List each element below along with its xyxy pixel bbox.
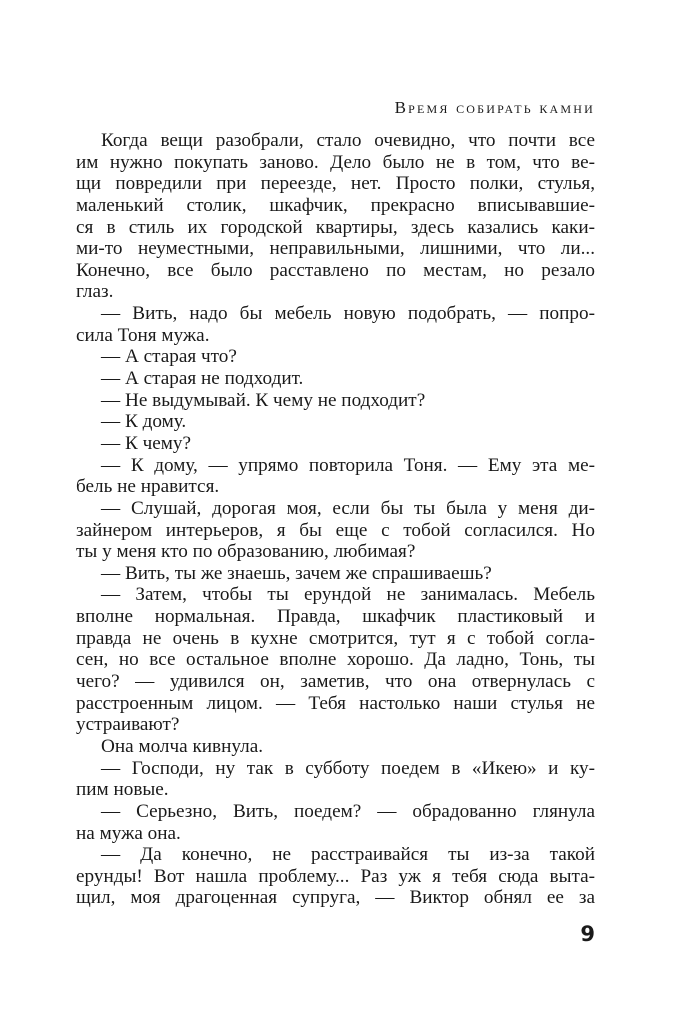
text-line: — К чему? bbox=[101, 432, 191, 454]
text-line: сила Тоня мужа. bbox=[76, 324, 210, 346]
text-line: — Серьезно, Вить, поедем? — обрадованно глянула bbox=[101, 800, 595, 822]
text-line: на мужа она. bbox=[76, 822, 181, 844]
text-line: маленький столик, шкафчик, прекрасно вписывавшие- bbox=[76, 194, 595, 216]
text-line: пим новые. bbox=[76, 779, 169, 801]
text-line: щи повредили при переезде, нет. Просто полки, стулья, bbox=[76, 173, 595, 195]
text-line: Она молча кивнула. bbox=[101, 735, 264, 757]
text-line: — А старая не подходит. bbox=[101, 368, 304, 390]
text-line: ся в стиль их городской квартиры, здесь казались каки- bbox=[76, 216, 595, 238]
body-text bbox=[76, 130, 595, 909]
text-line: глаз. bbox=[76, 281, 114, 303]
text-line: щил, моя драгоценная супруга, — Виктор обнял ее за bbox=[76, 887, 595, 909]
text-line: — Не выдумывай. К чему не подходит? bbox=[101, 389, 426, 411]
page-number: 9 bbox=[580, 922, 595, 946]
text-line: устраивают? bbox=[76, 714, 180, 736]
text-line: сен, но все остальное вполне хорошо. Да ладно, Тонь, ты bbox=[76, 649, 595, 671]
text-line: ерунды! Вот нашла проблему... Раз уж я тебя сюда выта- bbox=[76, 865, 595, 887]
text-line: — Да конечно, не расстраивайся ты из-за такой bbox=[101, 844, 595, 866]
text-line: — Вить, ты же знаешь, зачем же спрашиваешь? bbox=[101, 562, 492, 584]
text-line: правда не очень в кухне смотрится, тут я с тобой согла- bbox=[76, 627, 595, 649]
text-line: ты у меня кто по образованию, любимая? bbox=[76, 541, 416, 563]
text-line: расстроенным лицом. — Тебя настолько наши стулья не bbox=[76, 692, 595, 714]
text-line: ми-то неуместными, неправильными, лишними, что ли... bbox=[76, 238, 595, 260]
text-line: — Затем, чтобы ты ерундой не занималась. Мебель bbox=[101, 584, 595, 606]
text-line: Конечно, все было расставлено по местам, но резало bbox=[76, 259, 595, 281]
text-line: чего? — удивился он, заметив, что она отвернулась с bbox=[76, 671, 595, 693]
text-line: — А старая что? bbox=[101, 346, 237, 368]
text-line: — К дому. bbox=[101, 411, 187, 433]
text-line: бель не нравится. bbox=[76, 476, 220, 498]
text-line: зайнером интерьеров, я бы еще с тобой согласился. Но bbox=[76, 519, 595, 541]
text-line: — Вить, надо бы мебель новую подобрать, — попро- bbox=[101, 303, 595, 325]
text-line: Когда вещи разобрали, стало очевидно, что почти все bbox=[101, 130, 595, 151]
running-head: Время собирать камни bbox=[394, 98, 595, 117]
text-line: — Господи, ну так в субботу поедем в «Икею» и ку- bbox=[101, 757, 595, 779]
text-line: — К дому, — упрямо повторила Тоня. — Ему эта ме- bbox=[101, 454, 595, 476]
text-line: — Слушай, дорогая моя, если бы ты была у меня ди- bbox=[101, 497, 595, 519]
text-line: вполне нормальная. Правда, шкафчик пластиковый и bbox=[76, 606, 595, 628]
text-line: им нужно покупать заново. Дело было не в том, что ве- bbox=[76, 151, 595, 173]
